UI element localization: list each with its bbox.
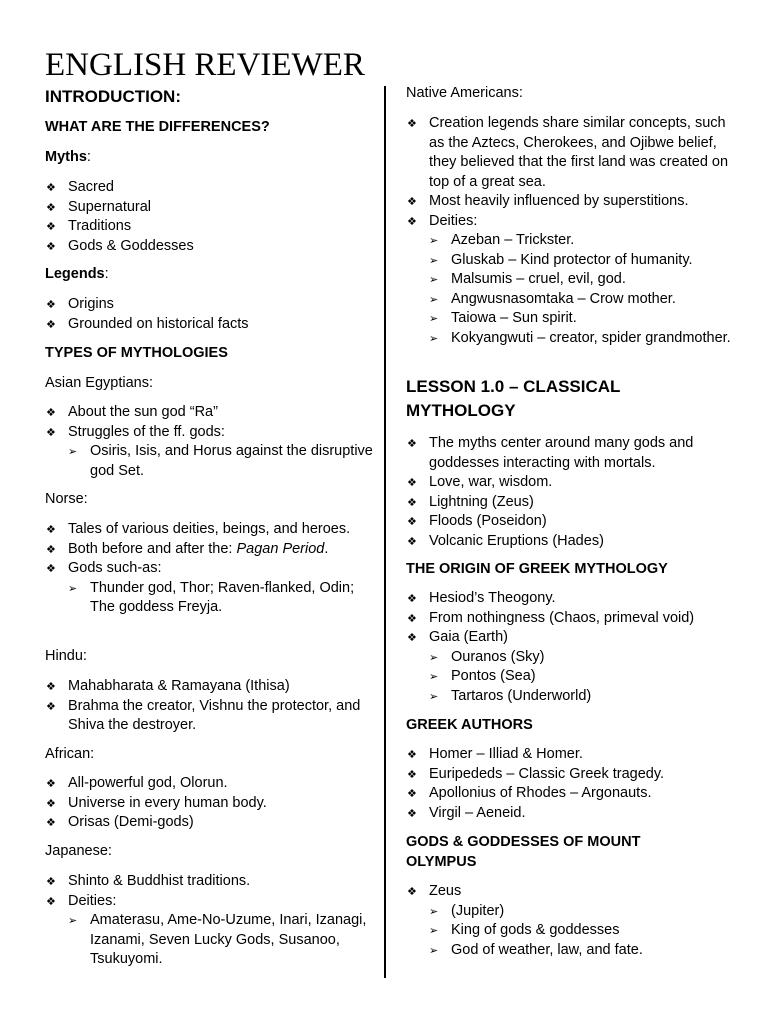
asian-section [45,403,375,481]
list-item: ➢ Thunder god, Thor; Raven-flanked, Odin; The goddess Freyja. [45,579,375,618]
native-label: Native Americans: [406,85,523,101]
list-item: ❖ Orisas (Demi-gods) [45,813,375,833]
origin-list [406,589,736,648]
list-item: ❖ Gods & Goddesses [45,237,194,257]
list-item: ➢ Kokyangwuti – creator, spider grandmother. [406,329,736,349]
list-item: ➢ Tartaros (Underworld) [406,687,736,707]
african-label: African: [45,746,95,762]
list-item: ❖ Struggles of the ff. gods: [45,423,375,443]
japanese-label: Japanese: [45,843,112,859]
origin-heading: THE ORIGIN OF GREEK MYTHOLOGY [406,561,668,577]
list-item: ❖ Gods such-as: [45,559,375,579]
asian-list [45,403,375,442]
list-item: ❖ About the sun god “Ra” [45,403,375,423]
origin-sublist [406,648,736,707]
list-item: ❖ Deities: [45,892,375,912]
introduction-heading: INTRODUCTION: [45,87,181,106]
list-item: ❖ Floods (Poseidon) [406,512,736,532]
japanese-list [45,872,375,911]
native-list [406,114,736,231]
list-item: ➢ Gluskab – Kind protector of humanity. [406,251,736,271]
japanese-section [45,872,375,970]
list-item: ➢ Azeban – Trickster. [406,231,736,251]
lesson-heading: LESSON 1.0 – CLASSICAL MYTHOLOGY [406,377,621,420]
japanese-sublist [45,911,375,970]
list-item: ➢ Pontos (Sea) [406,667,736,687]
list-item: ❖ Gaia (Earth) [406,628,736,648]
myths-label: Myths: [45,149,91,165]
norse-list [45,520,375,579]
list-item: ➢ King of gods & goddesses [406,921,736,941]
african-list [45,774,375,833]
types-heading: TYPES OF MYTHOLOGIES [45,345,228,361]
list-item: ❖ Grounded on historical facts [45,315,249,335]
authors-list [406,745,736,823]
authors-heading: GREEK AUTHORS [406,717,533,733]
document-title: ENGLISH REVIEWER [45,47,365,83]
list-item: ❖ Zeus [406,882,736,902]
list-item: ❖ Universe in every human body. [45,794,375,814]
origin-section [406,589,736,706]
list-item: ➢ (Jupiter) [406,902,736,922]
differences-heading: WHAT ARE THE DIFFERENCES? [45,119,270,135]
list-item: ❖ Lightning (Zeus) [406,493,736,513]
list-item: ➢ Angwusnasomtaka – Crow mother. [406,290,736,310]
list-item: ❖ Apollonius of Rhodes – Argonauts. [406,784,736,804]
list-item: ❖ Deities: [406,212,736,232]
asian-label: Asian Egyptians: [45,375,154,391]
list-item: ❖ Creation legends share similar concepts, such as the Aztecs, Cherokees, and Ojibwe belief, they believed that the first land was created on top of a great sea. [406,114,736,192]
legends-label: Legends: [45,266,109,282]
asian-sublist [45,442,375,481]
norse-section [45,520,375,618]
list-item: ❖ Origins [45,295,249,315]
legends-list [45,295,249,334]
list-item: ➢ God of weather, law, and fate. [406,941,736,961]
list-item: ❖ Supernatural [45,198,194,218]
gods-list [406,882,736,902]
list-item: ❖ Volcanic Eruptions (Hades) [406,532,736,552]
gods-sublist [406,902,736,961]
list-item: ❖ Brahma the creator, Vishnu the protector, and Shiva the destroyer. [45,697,375,736]
list-item: ❖ Virgil – Aeneid. [406,804,736,824]
list-item: ❖ Most heavily influenced by superstitions. [406,192,736,212]
column-divider [384,86,386,978]
norse-label: Norse: [45,491,88,507]
norse-sublist [45,579,375,618]
list-item: ❖ From nothingness (Chaos, primeval void) [406,609,736,629]
gods-section [406,882,736,960]
native-sublist [406,231,736,348]
list-item: ❖ All-powerful god, Olorun. [45,774,375,794]
list-item: ❖ Homer – Illiad & Homer. [406,745,736,765]
list-item: ➢ Malsumis – cruel, evil, god. [406,270,736,290]
list-item: ➢ Ouranos (Sky) [406,648,736,668]
list-item: ❖ Both before and after the: Pagan Period. [45,540,375,560]
list-item: ➢ Taiowa – Sun spirit. [406,309,736,329]
list-item: ❖ Tales of various deities, beings, and heroes. [45,520,375,540]
list-item: ➢ Amaterasu, Ame-No-Uzume, Inari, Izanagi, Izanami, Seven Lucky Gods, Susanoo, Tsukuyomi. [45,911,375,970]
native-section [406,114,736,348]
hindu-label: Hindu: [45,648,87,664]
list-item: ❖ Love, war, wisdom. [406,473,736,493]
gods-heading: GODS & GODDESSES OF MOUNT OLYMPUS [406,834,641,870]
list-item: ❖ Mahabharata & Ramayana (Ithisa) [45,677,375,697]
list-item: ❖ Euripededs – Classic Greek tragedy. [406,765,736,785]
list-item: ❖ Shinto & Buddhist traditions. [45,872,375,892]
list-item: ❖ Traditions [45,217,194,237]
list-item: ❖ Hesiod’s Theogony. [406,589,736,609]
list-item: ➢ Osiris, Isis, and Horus against the disruptive god Set. [45,442,375,481]
hindu-list [45,677,375,736]
myths-list [45,178,194,256]
list-item: ❖ Sacred [45,178,194,198]
lesson-list [406,434,736,551]
list-item: ❖ The myths center around many gods and goddesses interacting with mortals. [406,434,736,473]
